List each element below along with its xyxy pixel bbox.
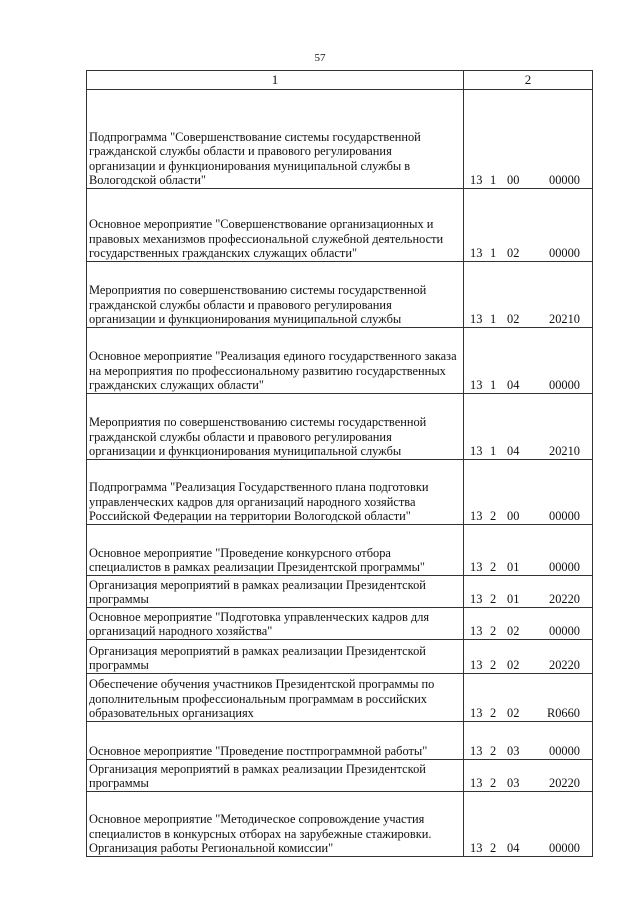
table-row [87, 792, 593, 857]
code-direction: 00000 [549, 841, 580, 856]
row-name: Организация мероприятий в рамках реализации Президентской программы [87, 760, 464, 792]
row-name: Основное мероприятие "Реализация единого государственного заказа на мероприятия по профессиональному развитию государственных гражданских служащих области" [87, 328, 464, 394]
code-program: 13 [470, 509, 483, 524]
code-activity: 04 [507, 378, 520, 393]
code-activity: 01 [507, 592, 520, 607]
code-program: 13 [470, 560, 483, 575]
code-program: 13 [470, 592, 483, 607]
row-code [464, 792, 593, 857]
code-program: 13 [470, 444, 483, 459]
code-subprogram: 2 [490, 509, 497, 524]
table-row [87, 460, 593, 525]
row-name: Основное мероприятие "Подготовка управленческих кадров для организаций народного хозяйства" [87, 608, 464, 640]
row-name: Мероприятия по совершенствованию системы государственной гражданской службы области и правового регулирования организации и функционирования муниципальной службы [87, 262, 464, 328]
code-direction: 00000 [549, 509, 580, 524]
row-code [464, 760, 593, 792]
code-subprogram: 2 [490, 706, 497, 721]
row-code [464, 90, 593, 189]
code-activity: 04 [507, 444, 520, 459]
row-name: Основное мероприятие "Совершенствование организационных и правовых механизмов профессиональной служебной деятельности государственных гражданских служащих области" [87, 189, 464, 262]
code-activity: 02 [507, 658, 520, 673]
code-program: 13 [470, 706, 483, 721]
code-subprogram: 2 [490, 658, 497, 673]
row-code [464, 722, 593, 760]
code-direction: 20220 [549, 776, 580, 791]
row-code [464, 608, 593, 640]
table-row [87, 576, 593, 608]
page-number: 57 [314, 52, 326, 64]
row-code [464, 460, 593, 525]
code-subprogram: 1 [490, 312, 497, 327]
table-row [87, 394, 593, 460]
code-subprogram: 2 [490, 841, 497, 856]
code-activity: 03 [507, 776, 520, 791]
table-row [87, 262, 593, 328]
table-row [87, 189, 593, 262]
code-direction: 20210 [549, 444, 580, 459]
code-subprogram: 1 [490, 378, 497, 393]
code-program: 13 [470, 378, 483, 393]
row-code [464, 674, 593, 722]
code-subprogram: 2 [490, 776, 497, 791]
code-subprogram: 2 [490, 744, 497, 759]
code-program: 13 [470, 658, 483, 673]
row-name: Основное мероприятие "Проведение конкурсного отбора специалистов в рамках реализации Президентской программы" [87, 525, 464, 576]
code-direction: R0660 [546, 706, 580, 721]
table-row [87, 722, 593, 760]
code-subprogram: 2 [490, 624, 497, 639]
row-code [464, 328, 593, 394]
code-program: 13 [470, 841, 483, 856]
code-direction: 00000 [549, 173, 580, 188]
code-direction: 00000 [549, 624, 580, 639]
row-code [464, 394, 593, 460]
table-row [87, 90, 593, 189]
code-direction: 20220 [549, 592, 580, 607]
table-row [87, 760, 593, 792]
row-name: Основное мероприятие "Методическое сопровождение участия специалистов в конкурсных отборах на зарубежные стажировки. Организация работы Региональной комиссии" [87, 792, 464, 857]
row-name: Подпрограмма "Совершенствование системы государственной гражданской службы области и правового регулирования организации и функционирования муниципальной службы в Вологодской области" [87, 90, 464, 189]
code-subprogram: 2 [490, 560, 497, 575]
code-direction: 00000 [549, 246, 580, 261]
code-program: 13 [470, 246, 483, 261]
code-subprogram: 1 [490, 246, 497, 261]
code-direction: 00000 [549, 560, 580, 575]
code-program: 13 [470, 624, 483, 639]
row-name: Организация мероприятий в рамках реализации Президентской программы [87, 576, 464, 608]
row-code [464, 262, 593, 328]
code-direction: 20210 [549, 312, 580, 327]
code-activity: 02 [507, 624, 520, 639]
column-header-name: 1 [87, 71, 464, 90]
code-activity: 02 [507, 706, 520, 721]
code-program: 13 [470, 173, 483, 188]
table-row [87, 525, 593, 576]
table-row [87, 674, 593, 722]
table-row [87, 608, 593, 640]
column-header-code: 2 [464, 71, 593, 90]
code-direction: 20220 [549, 658, 580, 673]
code-activity: 00 [507, 173, 520, 188]
row-code [464, 640, 593, 674]
table-header-row [87, 71, 593, 90]
code-subprogram: 1 [490, 444, 497, 459]
row-code [464, 525, 593, 576]
code-program: 13 [470, 744, 483, 759]
row-code [464, 189, 593, 262]
code-activity: 03 [507, 744, 520, 759]
row-name: Организация мероприятий в рамках реализации Президентской программы [87, 640, 464, 674]
row-name: Мероприятия по совершенствованию системы государственной гражданской службы области и правового регулирования организации и функционирования муниципальной службы [87, 394, 464, 460]
code-activity: 02 [507, 246, 520, 261]
code-program: 13 [470, 312, 483, 327]
table-row [87, 328, 593, 394]
code-activity: 04 [507, 841, 520, 856]
code-activity: 02 [507, 312, 520, 327]
row-name: Подпрограмма "Реализация Государственного плана подготовки управленческих кадров для организаций народного хозяйства Российской Федерации на территории Вологодской области" [87, 460, 464, 525]
code-activity: 00 [507, 509, 520, 524]
budget-classification-table [86, 70, 593, 857]
code-activity: 01 [507, 560, 520, 575]
table-row [87, 640, 593, 674]
row-name: Основное мероприятие "Проведение постпрограммной работы" [87, 722, 464, 760]
code-direction: 00000 [549, 378, 580, 393]
code-subprogram: 2 [490, 592, 497, 607]
row-code [464, 576, 593, 608]
code-subprogram: 1 [490, 173, 497, 188]
code-direction: 00000 [549, 744, 580, 759]
row-name: Обеспечение обучения участников Президентской программы по дополнительным профессиональным программам в российских образовательных организациях [87, 674, 464, 722]
code-program: 13 [470, 776, 483, 791]
